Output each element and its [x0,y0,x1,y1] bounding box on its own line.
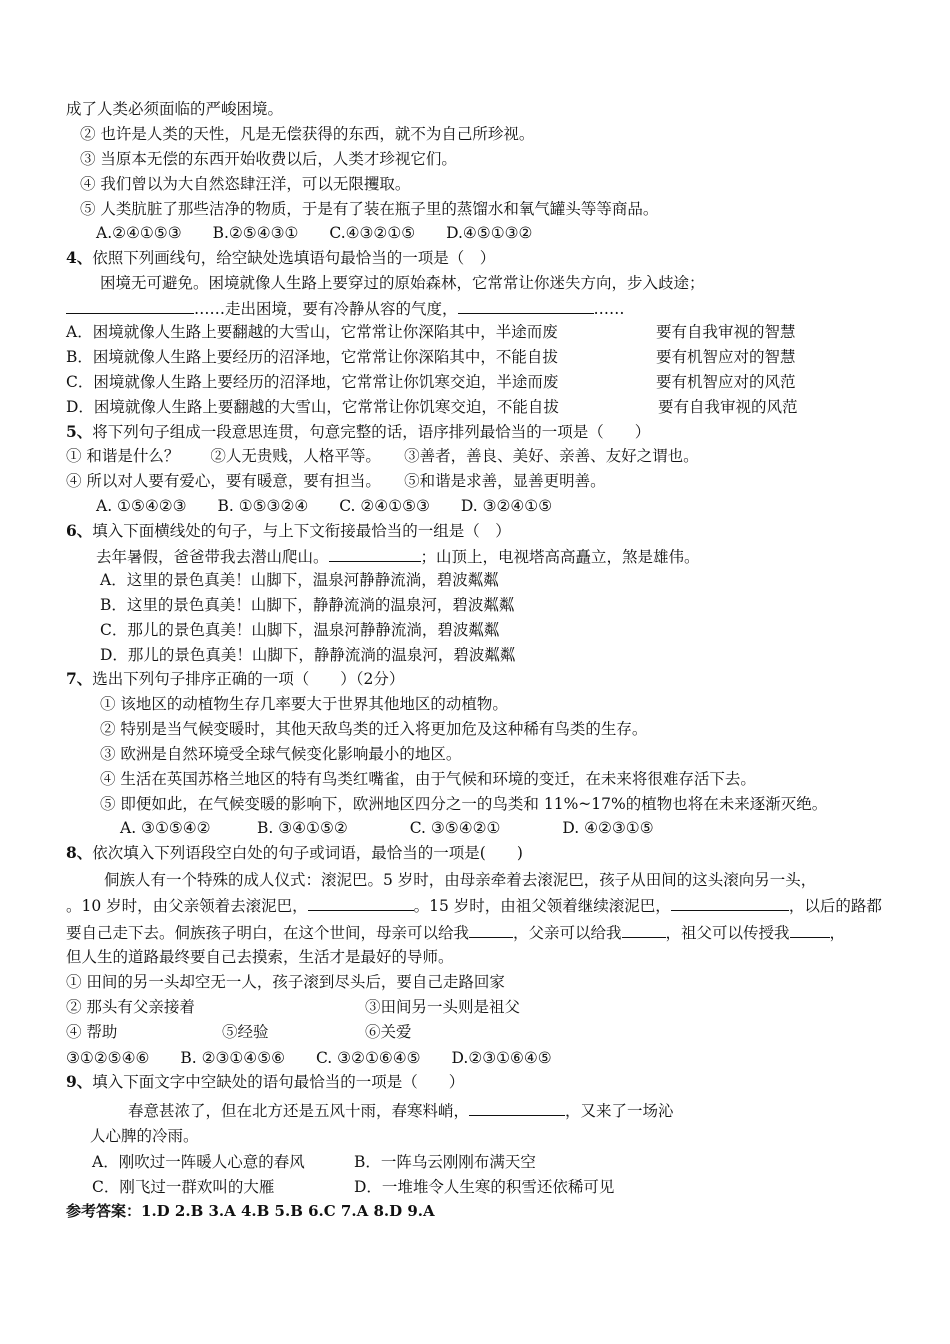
q6-text: 填入下面横线处的句子，与上下文衔接最恰当的一组是（ ） [92,522,511,540]
q8-choice-6: ⑥关爱 [365,1023,412,1041]
q8-passage-3d: ， [829,924,846,942]
q6-number: 6、 [66,521,93,540]
q6-passage-end: ；山顶上，电视塔高高矗立，煞是雄伟。 [420,548,700,566]
q4-option-c: C．困境就像人生路上要经历的沼泽地，它常常让你饥寒交迫，半途而废 [66,373,559,391]
q5-text: 将下列句子组成一段意思连贯，句意完整的话，语序排列最恰当的一项是（ ） [92,423,651,441]
q8-stem [66,843,523,863]
blank-line [469,1100,565,1116]
q7-stem [66,669,404,689]
q9-passage-1a: 春意甚浓了，但在北方还是五风十雨，春寒料峭， [128,1102,470,1120]
blank-line [622,922,666,938]
q4-text: 依照下列画线句，给空缺处选填语句最恰当的一项是（ ） [92,249,496,267]
q9-passage-1 [128,1100,674,1121]
q4-stem [66,248,495,268]
q7-sentence-4: ④ 生活在英国苏格兰地区的特有鸟类红嘴雀，由于气候和环境的变迁，在未来将很难存活下去。 [100,770,756,788]
q8-choice-5: ⑤经验 [222,1023,269,1041]
q3-sentence-2: ② 也许是人类的天性，凡是无偿获得的东西，就不为自己所珍视。 [80,125,535,143]
q6-option-c: C．那儿的景色真美！山脚下，温泉河静静流淌，碧波粼粼 [100,621,500,639]
q7-options: A. ③①⑤④② B. ③④①⑤② C. ③⑤④②① D. ④②③①⑤ [120,819,654,837]
q8-choice-1: ① 田间的另一头却空无一人，孩子滚到尽头后，要自己走路回家 [66,973,505,991]
q8-choice-3: ③田间另一头则是祖父 [365,998,521,1016]
q4-passage-2-end: …… [593,300,625,318]
q6-option-a: A．这里的景色真美！山脚下，温泉河静静流淌，碧波粼粼 [100,571,499,589]
q8-passage-2c: ，以后的路都 [788,897,882,915]
q8-choice-2: ② 那头有父亲接着 [66,998,195,1016]
q3-sentence-4: ④ 我们曾以为大自然恣肆汪洋，可以无限攫取。 [80,175,411,193]
blank-line [329,546,421,562]
q9-number: 9、 [66,1072,93,1091]
q8-passage-2 [66,895,882,916]
q7-sentence-5: ⑤ 即便如此，在气候变暖的影响下，欧洲地区四分之一的鸟类和 11%~17%的植物也将在未来逐渐灭绝。 [100,795,828,813]
q9-passage-1b: ，又来了一场沁 [565,1102,674,1120]
answer-key-label: 参考答案： [66,1202,142,1220]
blank-line [66,298,194,314]
blank-line [308,895,414,911]
q7-sentence-3: ③ 欧洲是自然环境受全球气候变化影响最小的地区。 [100,745,462,763]
q4-option-a: A．困境就像人生路上要翻越的大雪山，它常常让你深陷其中，半途而废 [66,323,558,341]
q7-sentence-2: ② 特别是当气候变暖时，其他天敌鸟类的迁入将更加危及这种稀有鸟类的生存。 [100,720,648,738]
q4-option-b: B．困境就像人生路上要经历的沼泽地，它常常让你深陷其中，不能自拔 [66,348,558,366]
q6-stem [66,521,511,541]
q4-passage-2-text: ……走出困境，要有冷静从容的气度， [194,300,458,318]
q5-line-1: ① 和谐是什么？ ②人无贵贱，人格平等。 ③善者，善良、美好、亲善、友好之谓也。 [66,447,699,465]
q8-passage-3a: 要自己走下去。侗族孩子明白，在这个世间，母亲可以给我 [66,924,470,942]
q4-number: 4、 [66,248,93,267]
q9-option-c: C．刚飞过一群欢叫的大雁 [92,1178,275,1196]
q4-option-d: D．困境就像人生路上要翻越的大雪山，它常常让你饥寒交迫，不能自拔 [66,398,559,416]
q4-passage-2 [66,298,625,319]
q4-option-a-tail: 要有自我审视的智慧 [656,323,796,341]
q8-passage-4: 但人生的道路最终要自己去摸索，生活才是最好的导师。 [66,948,454,966]
q7-number: 7、 [66,669,93,688]
q5-options: A. ①⑤④②③ B. ①⑤③②④ C. ②④①⑤③ D. ③②④①⑤ [96,497,553,515]
q8-number: 8、 [66,843,93,862]
blank-line [469,922,513,938]
q8-passage-3 [66,922,845,943]
answer-key-values: 1.D 2.B 3.A 4.B 5.B 6.C 7.A 8.D 9.A [141,1202,435,1220]
blank-line [458,298,594,314]
q6-passage-start: 去年暑假，爸爸带我去潜山爬山。 [96,548,329,566]
answer-key [66,1201,435,1221]
q9-passage-2: 人心脾的冷雨。 [90,1127,199,1145]
q7-text: 选出下列句子排序正确的一项（ ）（2分） [92,670,405,688]
q3-sentence-5: ⑤ 人类肮脏了那些洁净的物质，于是有了装在瓶子里的蒸馏水和氧气罐头等等商品。 [80,200,659,218]
q9-option-b: B．一阵乌云刚刚布满天空 [354,1153,536,1171]
q9-option-d: D．一堆堆令人生寒的积雪还依稀可见 [354,1178,615,1196]
q9-text: 填入下面文字中空缺处的语句最恰当的一项是（ ） [92,1073,465,1091]
q7-sentence-1: ① 该地区的动植物生存几率要大于世界其他地区的动植物。 [100,695,508,713]
blank-line [790,922,830,938]
q3-continuation: 成了人类必须面临的严峻困境。 [66,100,284,118]
q6-option-b: B．这里的景色真美！山脚下，静静流淌的温泉河，碧波粼粼 [100,596,515,614]
q6-option-d: D．那儿的景色真美！山脚下，静静流淌的温泉河，碧波粼粼 [100,646,516,664]
q9-option-a: A．刚吹过一阵暖人心意的春风 [92,1153,305,1171]
q8-text: 依次填入下列语段空白处的句子或词语，最恰当的一项是( ) [92,844,523,862]
q4-passage-1: 困境无可避免。困境就像人生路上要穿过的原始森林，它常常让你迷失方向，步入歧途； [100,274,705,292]
q8-options: ③①②⑤④⑥ B. ②③①④⑤⑥ C. ③②①⑥④⑤ D.②③①⑥④⑤ [66,1049,552,1067]
q8-choice-4: ④ 帮助 [66,1023,118,1041]
blank-line [671,895,789,911]
q4-option-c-tail: 要有机智应对的风范 [656,373,796,391]
q5-number: 5、 [66,422,93,441]
q3-sentence-3: ③ 当原本无偿的东西开始收费以后，人类才珍视它们。 [80,150,457,168]
q8-passage-3b: ，父亲可以给我 [513,924,622,942]
q6-passage [96,546,700,567]
q5-stem [66,422,650,442]
q5-line-2: ④ 所以对人要有爱心，要有暖意，要有担当。 ⑤和谐是求善，显善更明善。 [66,472,606,490]
q4-option-b-tail: 要有机智应对的智慧 [656,348,796,366]
q8-passage-3c: ，祖父可以传授我 [665,924,790,942]
q4-option-d-tail: 要有自我审视的风范 [658,398,798,416]
q8-passage-2b: 。15 岁时，由祖父领着继续滚泥巴， [413,897,671,915]
q3-options: A.②④①⑤③ B.②⑤④③① C.④③②①⑤ D.④⑤①③② [96,224,533,242]
q8-passage-2a: 。10 岁时，由父亲领着去滚泥巴， [66,897,308,915]
q8-passage-1: 侗族人有一个特殊的成人仪式：滚泥巴。5 岁时，由母亲牵着去滚泥巴，孩子从田间的这头滚向另一头， [104,871,817,889]
q9-stem [66,1072,464,1092]
